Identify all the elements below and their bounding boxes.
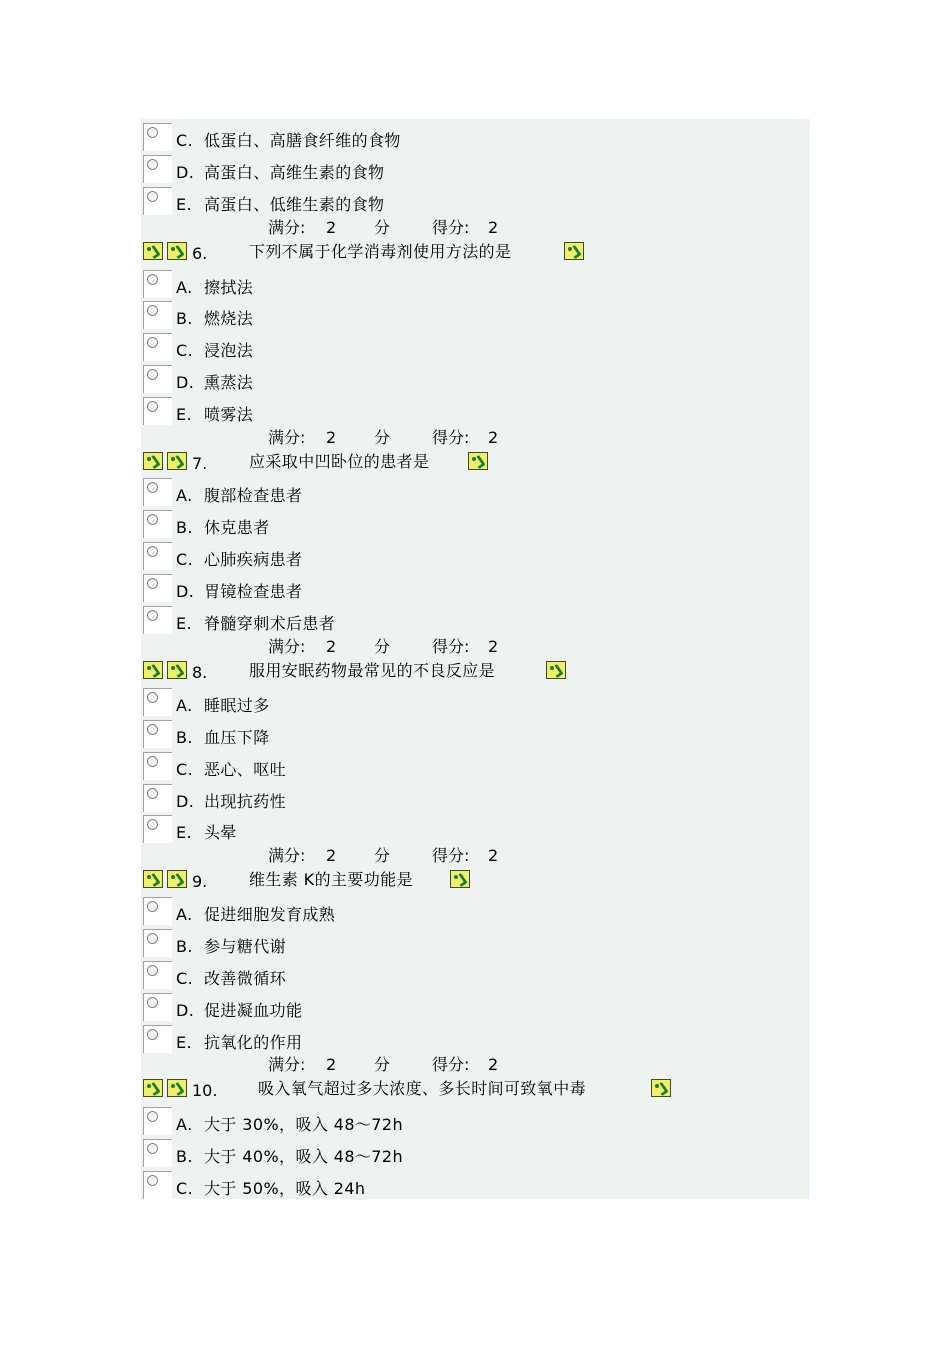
option-label xyxy=(176,278,253,298)
radio-button-icon[interactable] xyxy=(143,815,172,843)
option-letter: D. xyxy=(176,163,195,182)
option-letter: D. xyxy=(176,1001,195,1020)
pencil-check-icon[interactable] xyxy=(468,452,488,470)
option-letter: D. xyxy=(176,792,195,811)
pencil-check-icon[interactable] xyxy=(167,661,187,679)
radio-button-icon[interactable] xyxy=(143,688,172,716)
option-label xyxy=(176,1147,403,1167)
full-score-label: 满分: xyxy=(268,637,306,656)
option-letter: B. xyxy=(176,1147,193,1166)
option-letter: C. xyxy=(176,341,194,360)
radio-button-icon[interactable] xyxy=(143,155,172,183)
full-score-value: 2 xyxy=(326,637,337,656)
got-score-value: 2 xyxy=(488,428,499,447)
score-unit: 分 xyxy=(374,846,391,865)
option-text: 高蛋白、高维生素的食物 xyxy=(204,163,385,182)
got-score-label: 得分: xyxy=(432,218,470,237)
pencil-check-icon[interactable] xyxy=(564,242,584,260)
option-text: 熏蒸法 xyxy=(204,373,254,392)
option-letter: E. xyxy=(176,823,192,842)
option-label xyxy=(176,309,253,329)
option-text: 高蛋白、低维生素的食物 xyxy=(204,195,385,214)
radio-button-icon[interactable] xyxy=(143,993,172,1021)
radio-button-icon[interactable] xyxy=(143,270,172,298)
option-text: 燃烧法 xyxy=(204,309,254,328)
pencil-check-icon[interactable] xyxy=(167,452,187,470)
full-score-label: 满分: xyxy=(268,218,306,237)
option-text: 大于 30%，吸入 48～72h xyxy=(204,1115,403,1134)
full-score-value: 2 xyxy=(326,1055,337,1074)
radio-button-icon[interactable] xyxy=(143,897,172,925)
option-letter: E. xyxy=(176,195,192,214)
question-number: 10. xyxy=(192,1081,218,1100)
option-letter: C. xyxy=(176,969,194,988)
option-letter: A. xyxy=(176,696,193,715)
option-label xyxy=(176,792,286,812)
got-score-label: 得分: xyxy=(432,428,470,447)
pencil-check-icon[interactable] xyxy=(167,1079,187,1097)
option-letter: A. xyxy=(176,905,193,924)
got-score-label: 得分: xyxy=(432,846,470,865)
option-label xyxy=(176,969,286,989)
full-score-value: 2 xyxy=(326,218,337,237)
option-text: 胃镜检查患者 xyxy=(204,582,303,601)
option-label xyxy=(176,937,286,957)
option-label xyxy=(176,582,302,602)
option-label xyxy=(176,1033,302,1053)
option-text: 促进凝血功能 xyxy=(204,1001,303,1020)
pencil-check-icon[interactable] xyxy=(651,1079,671,1097)
radio-button-icon[interactable] xyxy=(143,720,172,748)
question-number: 8. xyxy=(192,663,208,682)
question-number: 9. xyxy=(192,872,208,891)
option-text: 大于 40%，吸入 48～72h xyxy=(204,1147,403,1166)
option-label xyxy=(176,614,335,634)
full-score-label: 满分: xyxy=(268,1055,306,1074)
score-unit: 分 xyxy=(374,637,391,656)
pencil-check-icon[interactable] xyxy=(450,870,470,888)
option-label xyxy=(176,1001,302,1021)
radio-button-icon[interactable] xyxy=(143,606,172,634)
radio-button-icon[interactable] xyxy=(143,784,172,812)
question-number: 7. xyxy=(192,454,208,473)
question-text: 吸入氧气超过多大浓度、多长时间可致氧中毒 xyxy=(258,1079,587,1098)
radio-button-icon[interactable] xyxy=(143,333,172,361)
pencil-check-icon[interactable] xyxy=(143,1079,163,1097)
score-unit: 分 xyxy=(374,1055,391,1074)
option-text: 恶心、呕吐 xyxy=(204,760,287,779)
option-letter: B. xyxy=(176,309,193,328)
option-label xyxy=(176,373,253,393)
option-text: 改善微循环 xyxy=(204,969,287,988)
option-text: 擦拭法 xyxy=(204,278,254,297)
radio-button-icon[interactable] xyxy=(143,542,172,570)
option-text: 睡眠过多 xyxy=(204,696,270,715)
radio-button-icon[interactable] xyxy=(143,1107,172,1135)
got-score-label: 得分: xyxy=(432,1055,470,1074)
option-label xyxy=(176,760,286,780)
option-text: 头晕 xyxy=(204,823,237,842)
radio-button-icon[interactable] xyxy=(143,752,172,780)
radio-button-icon[interactable] xyxy=(143,187,172,215)
option-text: 喷雾法 xyxy=(204,405,254,424)
option-letter: C. xyxy=(176,550,194,569)
got-score-value: 2 xyxy=(488,637,499,656)
full-score-value: 2 xyxy=(326,846,337,865)
option-letter: B. xyxy=(176,728,193,747)
full-score-label: 满分: xyxy=(268,846,306,865)
radio-button-icon[interactable] xyxy=(143,961,172,989)
question-text: 下列不属于化学消毒剂使用方法的是 xyxy=(249,242,512,261)
option-letter: C. xyxy=(176,1179,194,1198)
option-letter: E. xyxy=(176,1033,192,1052)
option-letter: A. xyxy=(176,278,193,297)
option-label xyxy=(176,696,270,716)
option-letter: B. xyxy=(176,937,193,956)
pencil-check-icon[interactable] xyxy=(143,242,163,260)
option-label xyxy=(176,518,270,538)
option-label xyxy=(176,550,302,570)
option-text: 参与糖代谢 xyxy=(204,937,287,956)
full-score-value: 2 xyxy=(326,428,337,447)
got-score-value: 2 xyxy=(488,1055,499,1074)
option-label xyxy=(176,405,253,425)
option-label xyxy=(176,905,335,925)
radio-button-icon[interactable] xyxy=(143,123,172,151)
option-text: 低蛋白、高膳食纤维的食物 xyxy=(204,131,401,150)
option-text: 休克患者 xyxy=(204,518,270,537)
option-label xyxy=(176,341,253,361)
full-score-label: 满分: xyxy=(268,428,306,447)
option-letter: C. xyxy=(176,131,194,150)
option-text: 腹部检查患者 xyxy=(204,486,303,505)
radio-button-icon[interactable] xyxy=(143,574,172,602)
pencil-check-icon[interactable] xyxy=(143,452,163,470)
score-unit: 分 xyxy=(374,218,391,237)
option-letter: B. xyxy=(176,518,193,537)
radio-button-icon[interactable] xyxy=(143,397,172,425)
option-label xyxy=(176,1115,403,1135)
pencil-check-icon[interactable] xyxy=(167,870,187,888)
radio-button-icon[interactable] xyxy=(143,365,172,393)
pencil-check-icon[interactable] xyxy=(143,661,163,679)
option-label xyxy=(176,195,384,215)
radio-button-icon[interactable] xyxy=(143,929,172,957)
option-label xyxy=(176,823,237,843)
option-label xyxy=(176,486,302,506)
question-text: 服用安眠药物最常见的不良反应是 xyxy=(249,661,496,680)
option-text: 抗氧化的作用 xyxy=(204,1033,303,1052)
radio-button-icon[interactable] xyxy=(143,1171,172,1199)
option-letter: E. xyxy=(176,405,192,424)
option-letter: D. xyxy=(176,582,195,601)
radio-button-icon[interactable] xyxy=(143,301,172,329)
radio-button-icon[interactable] xyxy=(143,510,172,538)
option-text: 大于 50%，吸入 24h xyxy=(204,1179,366,1198)
option-text: 促进细胞发育成熟 xyxy=(204,905,336,924)
option-letter: D. xyxy=(176,373,195,392)
option-label xyxy=(176,131,401,151)
question-number: 6. xyxy=(192,244,208,263)
pencil-check-icon[interactable] xyxy=(167,242,187,260)
radio-button-icon[interactable] xyxy=(143,478,172,506)
question-text: 应采取中凹卧位的患者是 xyxy=(249,452,430,471)
option-text: 浸泡法 xyxy=(204,341,254,360)
radio-button-icon[interactable] xyxy=(143,1025,172,1053)
question-text: 维生素 K的主要功能是 xyxy=(249,870,413,889)
got-score-label: 得分: xyxy=(432,637,470,656)
option-label xyxy=(176,1179,365,1199)
option-text: 心肺疾病患者 xyxy=(204,550,303,569)
option-letter: E. xyxy=(176,614,192,633)
pencil-check-icon[interactable] xyxy=(546,661,566,679)
option-letter: A. xyxy=(176,486,193,505)
option-letter: C. xyxy=(176,760,194,779)
option-text: 脊髓穿刺术后患者 xyxy=(204,614,336,633)
radio-button-icon[interactable] xyxy=(143,1139,172,1167)
option-text: 出现抗药性 xyxy=(204,792,287,811)
got-score-value: 2 xyxy=(488,218,499,237)
option-label xyxy=(176,728,270,748)
option-text: 血压下降 xyxy=(204,728,270,747)
option-letter: A. xyxy=(176,1115,193,1134)
option-label xyxy=(176,163,384,183)
score-unit: 分 xyxy=(374,428,391,447)
pencil-check-icon[interactable] xyxy=(143,870,163,888)
got-score-value: 2 xyxy=(488,846,499,865)
